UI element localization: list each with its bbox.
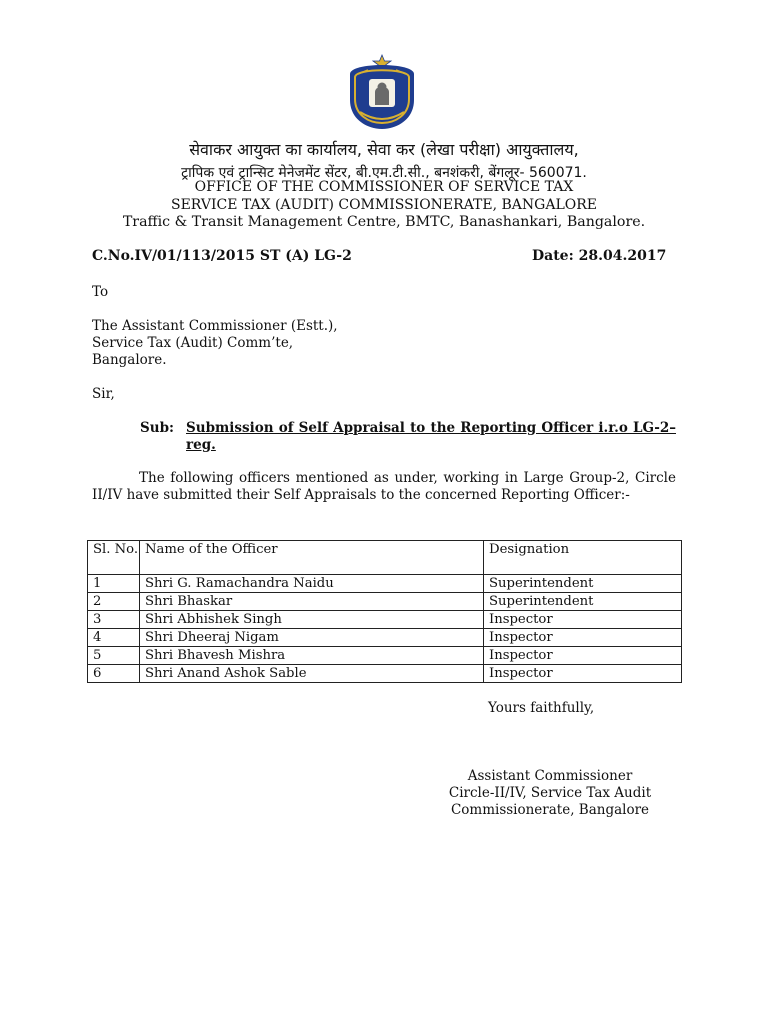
column-header-designation: Designation: [484, 541, 682, 575]
salutation: Sir,: [92, 386, 115, 402]
cell-sl-no: 1: [88, 575, 140, 593]
service-tax-emblem-icon: [344, 52, 420, 132]
cell-sl-no: 2: [88, 593, 140, 611]
column-header-sl-no: Sl. No.: [88, 541, 140, 575]
table-row: [88, 593, 682, 611]
table-row: [88, 611, 682, 629]
cell-sl-no: 6: [88, 665, 140, 683]
cell-officer-name: Shri Bhavesh Mishra: [140, 647, 484, 665]
reference-number: C.No.IV/01/113/2015 ST (A) LG-2: [92, 248, 352, 264]
recipient-line: Service Tax (Audit) Comm’te,: [92, 335, 294, 351]
cell-designation: Inspector: [484, 665, 682, 683]
letter-date: Date: 28.04.2017: [532, 248, 667, 264]
table-row: [88, 647, 682, 665]
cell-officer-name: Shri Anand Ashok Sable: [140, 665, 484, 683]
subject-label: Sub:: [140, 420, 174, 436]
hindi-office-address: ट्रापिक एवं ट्रान्सिट मेनेजमेंट सेंटर, बी.एम.टी.सी., बनशंकरी, बेंगलूर- 560071.: [181, 165, 587, 181]
closing-phrase: Yours faithfully,: [488, 700, 595, 716]
table-row: [88, 629, 682, 647]
officers-table: [87, 540, 682, 683]
cell-designation: Inspector: [484, 647, 682, 665]
cell-officer-name: Shri Abhishek Singh: [140, 611, 484, 629]
signatory-title: Assistant Commissioner: [467, 768, 633, 784]
table-header-row: [88, 541, 682, 575]
signature-block: [420, 768, 680, 819]
recipient-address: [92, 318, 338, 369]
to-label: To: [92, 284, 109, 300]
cell-designation: Superintendent: [484, 575, 682, 593]
cell-designation: Superintendent: [484, 593, 682, 611]
hindi-office-title: सेवाकर आयुक्त का कार्यालय, सेवा कर (लेखा परीक्षा) आयुक्तालय,: [189, 140, 579, 159]
signatory-office: Circle-II/IV, Service Tax Audit: [448, 785, 652, 801]
subject-text: Submission of Self Appraisal to the Reporting Officer i.r.o LG-2– reg.: [186, 420, 676, 453]
office-address: Traffic & Transit Management Centre, BMTC, Banashankari, Bangalore.: [122, 214, 646, 230]
recipient-line: The Assistant Commissioner (Estt.),: [92, 318, 338, 334]
table-row: [88, 575, 682, 593]
body-paragraph: The following officers mentioned as under, working in Large Group-2, Circle II/IV have submitted their Self Appraisals to the concerned Reporting Officer:-: [92, 470, 676, 503]
cell-officer-name: Shri G. Ramachandra Naidu: [140, 575, 484, 593]
column-header-name: Name of the Officer: [140, 541, 484, 575]
cell-officer-name: Shri Dheeraj Nigam: [140, 629, 484, 647]
cell-sl-no: 5: [88, 647, 140, 665]
cell-designation: Inspector: [484, 611, 682, 629]
cell-sl-no: 4: [88, 629, 140, 647]
recipient-line: Bangalore.: [92, 352, 167, 368]
cell-officer-name: Shri Bhaskar: [140, 593, 484, 611]
commissionerate-title: SERVICE TAX (AUDIT) COMMISSIONERATE, BANGALORE: [171, 197, 597, 213]
office-title: OFFICE OF THE COMMISSIONER OF SERVICE TAX: [194, 179, 574, 195]
cell-sl-no: 3: [88, 611, 140, 629]
cell-designation: Inspector: [484, 629, 682, 647]
table-row: [88, 665, 682, 683]
signatory-office: Commissionerate, Bangalore: [450, 802, 650, 818]
